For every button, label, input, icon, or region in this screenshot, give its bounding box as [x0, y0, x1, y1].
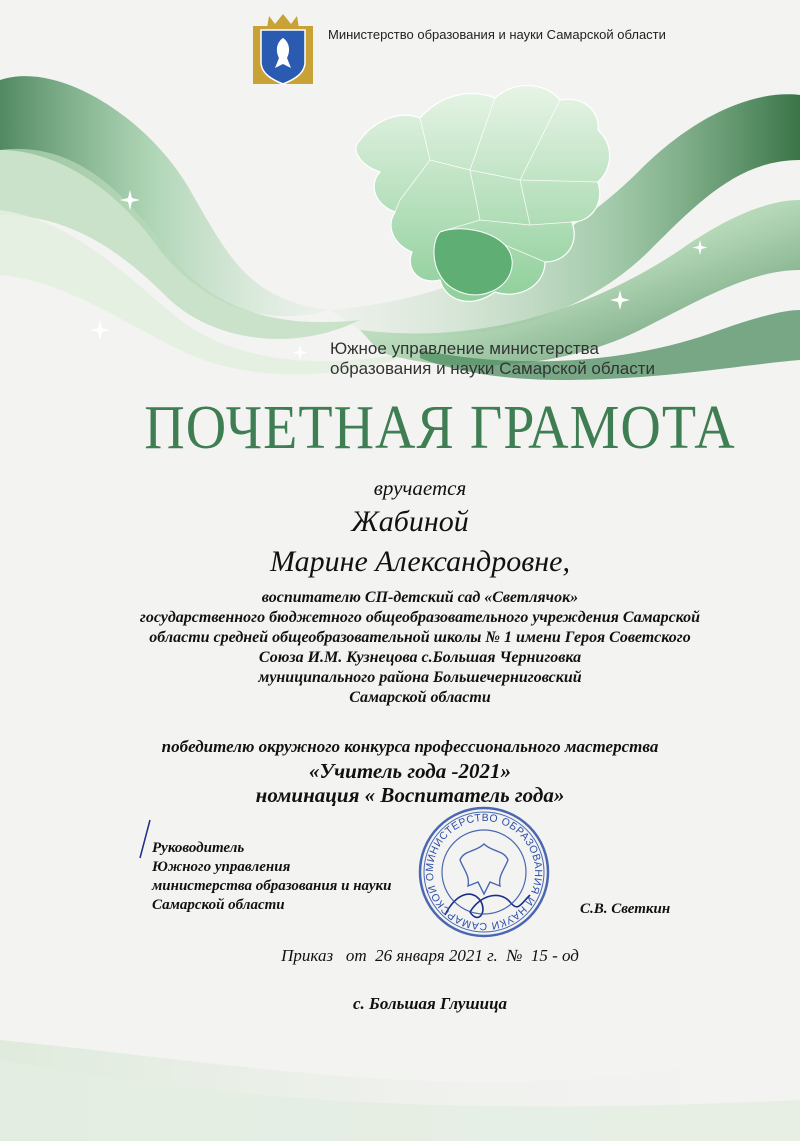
details-line: Самарской области [349, 689, 491, 706]
signer-position [152, 839, 391, 915]
ministry-header: Министерство образования и науки Самарской области [328, 27, 666, 42]
contest-info [0, 735, 800, 807]
issue-city: с. Большая Глушица [352, 994, 508, 1013]
issuer-subtitle [330, 339, 655, 379]
details-line: области средней общеобразовательной школы № 1 имени Героя Советского [149, 629, 691, 646]
details-line: Союза И.М. Кузнецова с.Большая Черниговка [258, 649, 582, 666]
contest-nomination: номинация « Воспитатель года» [255, 783, 565, 807]
signature-mark [140, 820, 150, 858]
recipient-surname: Жабиной [351, 505, 469, 538]
certificate-title: ПОЧЕТНАЯ ГРАМОТА [144, 393, 736, 463]
details-line: муниципального района Большечерниговский [258, 669, 582, 686]
issuer-line: образования и науки Самарской области [330, 359, 656, 378]
sparkle-icon [90, 320, 110, 340]
details-line: государственного бюджетного общеобразовательного учреждения Самарской [139, 609, 701, 626]
recipient-given-names: Марине Александровне, [270, 545, 570, 578]
order-reference: Приказ от 26 января 2021 г. № 15 - од [281, 946, 579, 965]
seal-ring [420, 808, 548, 936]
awarded-label: вручается [373, 476, 467, 500]
seal-ring-text: МИНИСТЕРСТВО ОБРАЗОВАНИЯ И НАУКИ САМАРСКОЙ ОБЛАСТИ * ОГРН 1036300908084 * [423, 811, 545, 933]
contest-name: «Учитель года -2021» [309, 759, 511, 783]
signer-line: Самарской области [152, 897, 285, 913]
details-line: воспитателю СП-детский сад «Светлячок» [261, 589, 579, 606]
coat-of-arms-icon [253, 14, 313, 84]
signer-line: Южного управления [152, 859, 291, 875]
signer-name: С.В. Светкин [580, 901, 671, 917]
issuer-line: Южное управление министерства [330, 339, 599, 358]
sparkle-icon [293, 345, 308, 360]
signer-line: Руководитель [152, 840, 245, 856]
signer-line: министерства образования и науки [152, 878, 392, 894]
contest-line: победителю окружного конкурса профессионального мастерства [161, 737, 659, 756]
recipient-details [0, 588, 800, 708]
